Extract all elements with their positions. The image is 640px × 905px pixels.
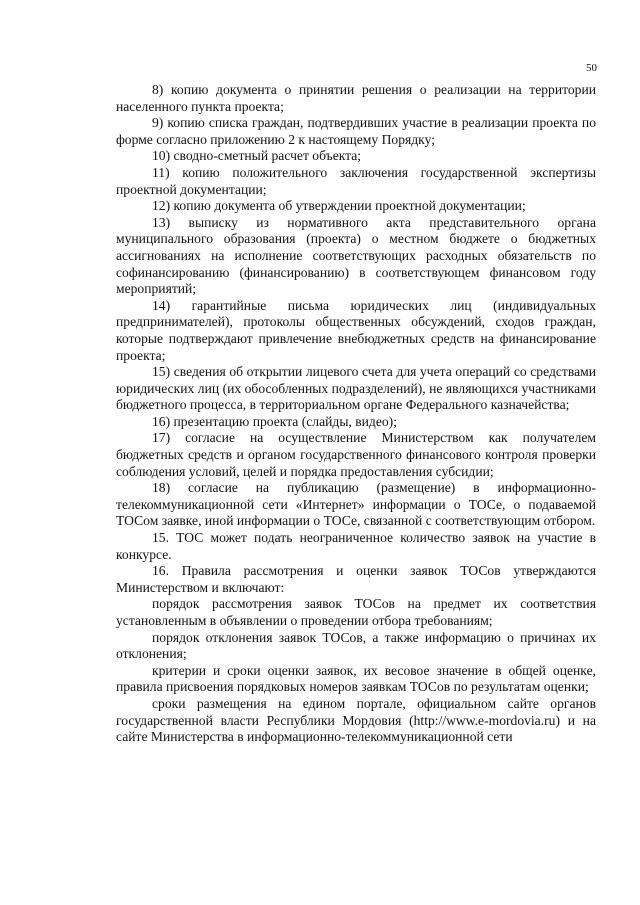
list-item-18: 18) согласие на публикацию (размещение) в информационно-телекоммуникационной сети «Интернет» информации о ТОСе, о подаваемой ТОСом заявке, иной информации о ТОСе, связанной с соответствующим отбором.	[116, 480, 596, 529]
clause-15: 15. ТОС может подать неограниченное количество заявок на участие в конкурсе.	[116, 530, 596, 562]
clause-16-item-publication-terms: сроки размещения на едином портале, официальном сайте органов государственной власти Республики Мордовия (http://www.e-mordovia.ru) и на сайте Министерства в информационно-телекоммуникационной сети	[116, 695, 596, 745]
clause-16: 16. Правила рассмотрения и оценки заявок ТОСов утверждаются Министерством и включают:	[116, 563, 596, 595]
list-item-9: 9) копию списка граждан, подтвердивших участие в реализации проекта по форме согласно приложению 2 к настоящему Порядку;	[116, 115, 596, 147]
list-item-16: 16) презентацию проекта (слайды, видео);	[152, 413, 397, 429]
clause-16-item-rejection-order: порядок отклонения заявок ТОСов, а также информацию о причинах их отклонения;	[116, 629, 596, 662]
list-item-10: 10) сводно-сметный расчет объекта;	[152, 148, 362, 164]
list-item-12: 12) копию документа об утверждении проектной документации;	[152, 198, 526, 214]
clause-16-item-criteria: критерии и сроки оценки заявок, их весовое значение в общей оценке, правила присвоения порядковых номеров заявкам ТОСов по результатам оценки;	[116, 662, 596, 695]
list-item-8: 8) копию документа о принятии решения о реализации на территории населенного пункта проекта;	[116, 82, 596, 114]
page-number: 50	[586, 62, 597, 74]
list-item-15: 15) сведения об открытии лицевого счета для учета операций со средствами юридических лиц (их обособленных подразделений), не являющихся участниками бюджетного процесса, в территориальном органе Федерального казначейства;	[116, 364, 596, 413]
list-item-17: 17) согласие на осуществление Министерством как получателем бюджетных средств и органом государственного финансового контроля проверки соблюдения условий, целей и порядка предоставления субсидии;	[116, 430, 596, 479]
clause-16-item-review-order: порядок рассмотрения заявок ТОСов на предмет их соответствия установленным в объявлении о проведении отбора требованиям;	[116, 596, 596, 628]
list-item-14: 14) гарантийные письма юридических лиц (индивидуальных предпринимателей), протоколы общественных обсуждений, сходов граждан, которые подтверждают привлечение внебюджетных средств на финансирование проекта;	[116, 297, 596, 363]
list-item-11: 11) копию положительного заключения государственной экспертизы проектной документации;	[116, 164, 596, 197]
document-body	[116, 82, 596, 746]
list-item-13: 13) выписку из нормативного акта представительного органа муниципального образования (проекта) о местном бюджете о бюджетных ассигнованиях на исполнение соответствующих расходных обязательств по софинансированию (финансированию) в соответствующем финансовом году мероприятий;	[116, 214, 596, 297]
